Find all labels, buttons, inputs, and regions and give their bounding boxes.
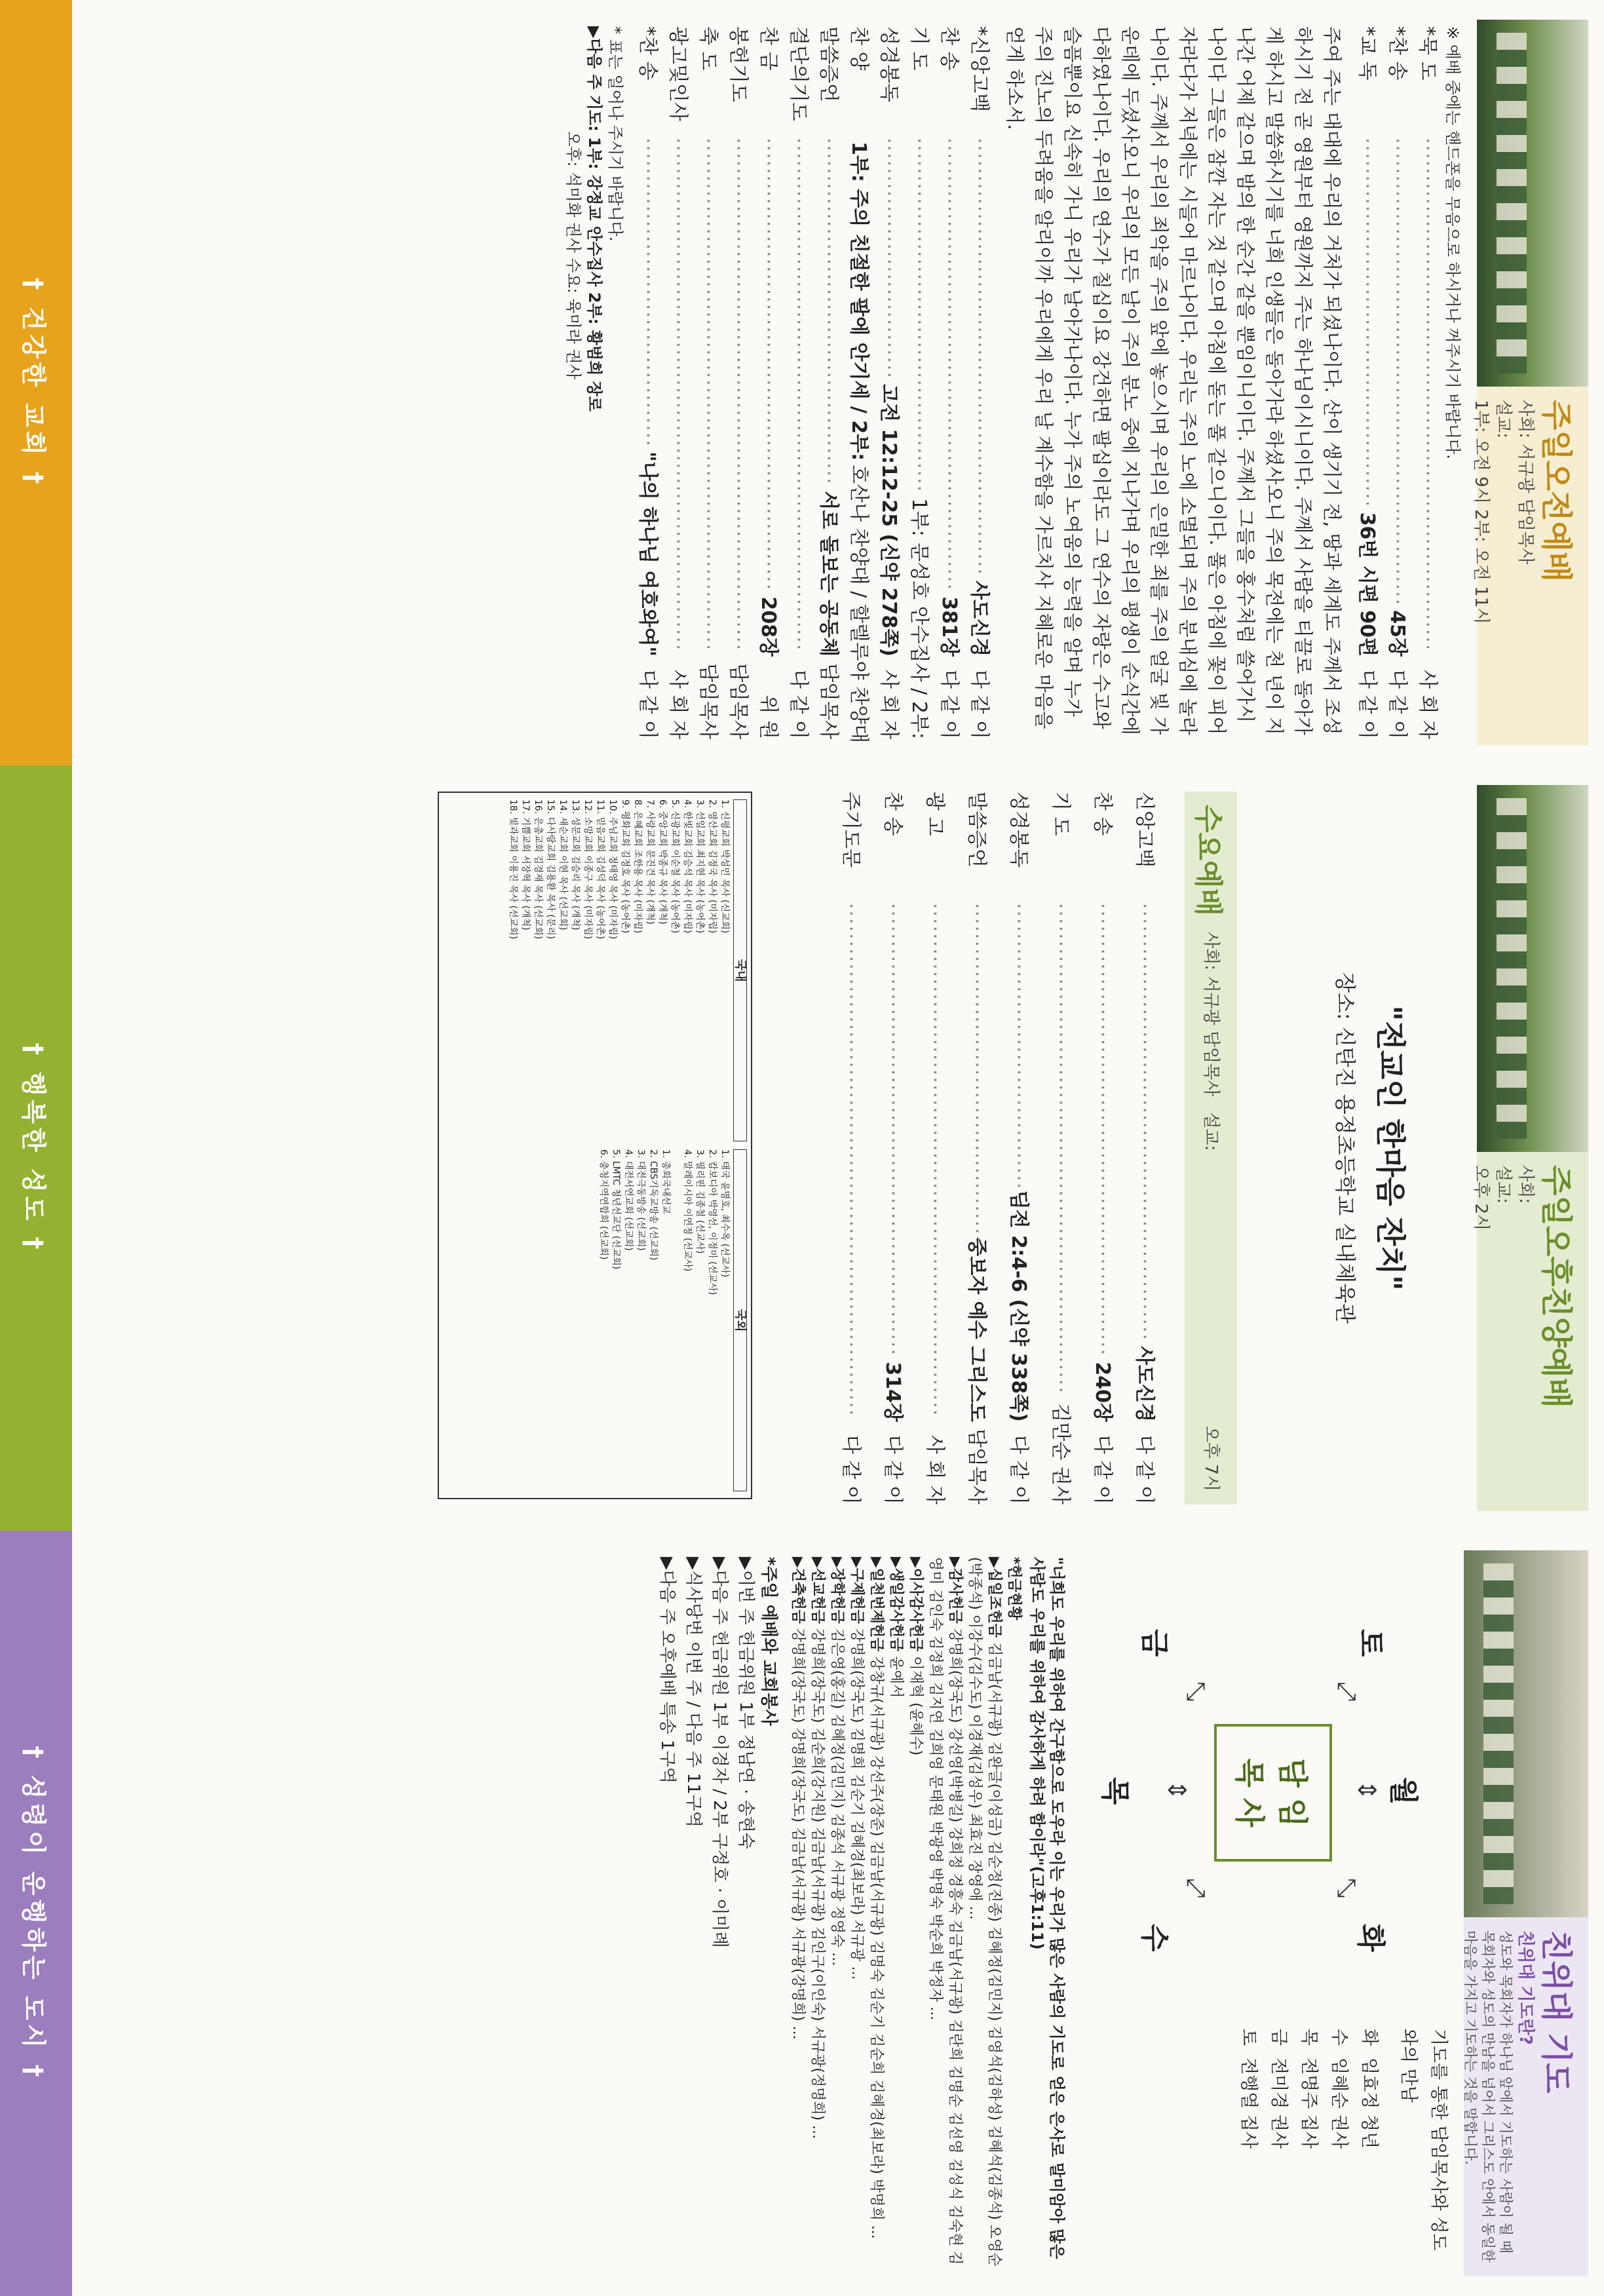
offering-section [654,1557,1067,2270]
mission-domestic-item: 6. 중앙교회 박종규 목사 (개척) [657,799,668,925]
offering-names: 강명희(장국도) 강선영(박병길) 강희정 경흥숙 김금남(서규광) 김란희 김명순 김선영 김성식 김숙현 김영미 김인숙 김정희 김지연 김희영 문태원 박광영 박명숙 박순희 박정자 ... [927,1557,963,2265]
order-label: *찬 송 [1386,26,1409,81]
order-row [783,26,813,739]
service-duty-item: ▶다음 주 오후예배 특송 1구역 [657,1557,677,1784]
wednesday-host: 사회: 서규광 담임목사 [1201,932,1221,1097]
mission-intl-item: 3. 필리핀 김종철 (선교사) [695,1149,705,1254]
mission-intl-item: 1. 태국 윤명호, 최수옥 (선교사) [719,1149,730,1278]
order-person: 사 회 자 [1416,669,1439,739]
order-row [1352,26,1382,739]
order-label: 축 도 [697,26,719,71]
order-value: 서로 돌보는 공동체 [817,491,840,657]
order-value: 사도신경 [1133,1346,1156,1422]
footer-happy-saints: † 행복한 성도 † [0,765,72,1531]
day-wednesday: 수 [1137,1924,1171,1952]
mission-international [443,1149,747,1491]
footer-healthy-church: † 건강한 교회 † [0,0,72,765]
afternoon-title: 주일오후친양예배 [1538,1165,1575,1408]
event-place: 장소: 신탄진 용정초등학교 실내체육관 [1333,972,1358,1324]
order-person: 다 같 이 [1356,669,1379,739]
prayer-header [1464,1550,1588,2276]
next-prayer-2: 오후: 석미화 권사 수요: 육미라 권사 [564,131,582,379]
fellowship-photo [1464,1550,1588,1917]
order-row [964,26,994,739]
wednesday-preacher: 설교: [1201,1112,1221,1151]
order-row [934,26,964,739]
mission-domestic-item: 14. 새순교회 이현 목사 (선교회) [558,799,568,930]
leader-dots [813,138,843,487]
order-person: 김만순 권사 [1049,1403,1072,1504]
panel-prayer-guard [0,1531,1604,2296]
order-row [632,26,662,739]
leader-dots [662,138,693,653]
sunday-order [563,26,1463,744]
order-row [843,26,873,744]
order-label: 봉헌기도 [727,26,750,102]
order-value: 딤전 2:4-6 (신약 338쪽) [1007,1190,1030,1422]
mission-domestic-item: 7. 사랑교회 문진건 목사 (개척) [645,799,655,925]
order-label: 찬 송 [1091,792,1114,836]
leader-dots [904,138,934,491]
order-person: 담임목사 [727,663,750,739]
prayer-diagram [1086,1583,1453,2002]
order-row [830,792,871,1504]
panel-afternoon-wednesday [0,765,1604,1531]
leader-dots [783,138,813,653]
service-title: 주일오전예배 [1538,400,1575,583]
offering-category: ▶일천번제헌금 [868,1557,885,1652]
order-label: 찬 송 [938,26,961,71]
standing-note: * 표는 일어나 주시기 바랍니다. [606,26,624,242]
prayer-day: 금 [1269,2029,1289,2046]
responsive-reading: 주여 주는 대대에 우리의 거처가 되셨나이다. 산이 생기기 전, 땅과 세계도 주께서 조성하시기 전 곧 영원부터 영원까지 주는 하나님이시니이다. 주께서 사람을 티끌로 돌아가게 하시고 말씀하시기를 너희 인생들은 돌아가라 하셨사오니 주의 목전에는 천 년이 지나간 어제 같으며 밤의 한 순간 같을 뿐임이니이다. 주께서 그들을 홍수처럼 쓸어가시나이다 그들은 잠깐 자는 것 같으며 아침에 돋는 풀 같으니이다. 풀은 아침에 꽃이 피어 자라다가 저녁에는 시들어 마르나이다. 우리는 주의 노에 소멸되며 주의 분내심에 놀라나이다. 주께서 우리의 죄악을 주의 앞에 놓으시며 우리의 은밀한 죄를 주의 얼굴 빛 가운데에 두셨사오니 우리의 모든 날이 주의 분노 중에 지나가며 우리의 평생이 순식간에 다하였나이다. 우리의 연수가 칠십이요 강건하면 팔십이라도 그 연수의 자랑은 수고와 슬픔뿐이요 신속히 가니 우리가 날아가나이다. 누가 주의 노여움의 능력을 알며 누가 주의 진노의 두려움을 알리이까 우리에게 우리 날 계수함을 가르치사 지혜로운 마음을 얻게 하소서. [1004,26,1343,735]
order-value: 314장 [881,1362,904,1422]
prayer-title-note: 친위대 기도란? [1516,1930,1535,2045]
arrow-fri-icon: ⤡ [1182,1681,1211,1702]
mission-org-item: 5. LMTC 청년선교단 (선교회) [611,1149,621,1270]
leader-dots [997,903,1039,1187]
order-person: 사 회 자 [666,669,689,739]
order-row [955,792,997,1504]
order-row [1081,792,1123,1504]
mission-domestic-item: 13. 성문교회 김승리 목사 (개척) [570,799,581,930]
leader-dots [1039,903,1081,1396]
leader-dots [1081,903,1123,1358]
sunday-morning-header [1471,20,1588,746]
offering-category: ▶이사감사헌금 [907,1557,924,1652]
mission-org-item: 4. 대전서연교회 (선교회) [623,1149,634,1251]
order-person: 1부: 문성호 안수집사 / 2부: [907,498,930,739]
order-label: *묵 도 [1416,26,1439,81]
order-person: 다 같 이 [1386,669,1409,739]
arrow-wed-icon: ⤢ [1182,1878,1211,1898]
order-person: 다 같 이 [1007,1434,1030,1504]
service-duty-list [654,1557,759,2270]
mission-org-list [597,1149,672,1491]
offering-category: ▶감사헌금 [947,1557,963,1624]
order-label: 광고및인사 [666,26,689,121]
pastor-label-1: 담 임 [1275,1758,1310,1827]
prayer-intro: 기도를 통한 담임목사와 성도와의 만남 [1398,2029,1449,2251]
bible-verse: "너희도 우리를 위하여 간구함으로 도우라 이는 우리가 많은 사람의 기도로 얻은 은사로 말미암아 많은 사람도 우리를 위하여 감사하게 하려 함이라"(고후1:11) [1028,1557,1066,2259]
offering-names: 이재혁 (윤혜수) [907,1656,924,1756]
offering-item [925,1557,964,2270]
wednesday-title: 수요예배 [1191,805,1225,917]
offering-category: ▶장학헌금 [829,1557,845,1624]
prayer-roster-row [1324,2029,1354,2265]
offering-item [788,1557,807,2270]
day-friday: 금 [1137,1629,1171,1657]
mission-domestic-item: 3. 선일교회 최지현 목사 (농어촌) [695,799,705,934]
offering-list [788,1557,1004,2270]
order-person: 담임목사 [965,1428,988,1504]
offering-category: ▶건축헌금 [790,1557,806,1624]
prayer-day: 수 [1329,2029,1349,2046]
mission-domestic-item: 5. 신광교회 이순철 목사 (농어촌) [670,799,680,934]
offering-names: 강명희(장국도) 김순희(강지원) 김금남(서규광) 김인구(이인숙) 서규광(정명희) ... [809,1628,826,2139]
mission-org-item: 3. 대전극동방송 (선교회) [636,1149,646,1251]
order-label: 성경봉독 [877,26,900,102]
order-label: 찬 양 [847,26,870,71]
order-list-1 [1352,26,1442,739]
order-label: 찬 금 [757,26,780,71]
service-duty-item: ▶식사당번 이번 주 / 다음 주 11구역 [683,1557,703,1827]
offering-category: ▶구제헌금 [849,1557,865,1624]
order-label: 말씀증언 [817,26,840,102]
order-person: 사 회 자 [923,1434,946,1504]
mission-domestic-item: 12. 소망교회 이종구 목사 (미자립) [582,799,593,940]
order-person: 담임목사 [697,663,719,739]
leader-dots [632,138,662,448]
order-value: 381장 [938,596,961,657]
order-person: 다 같 이 [787,669,810,739]
prayer-roster-row [1354,2029,1384,2265]
order-label: *찬 송 [636,26,659,81]
mission-org-item: 6. 충청지역연합회 (선교회) [598,1149,609,1260]
prayer-roster [1233,2029,1453,2265]
order-row [693,26,723,739]
order-person: 다 같 이 [839,1434,862,1504]
order-row [1039,792,1081,1504]
next-prayer: ▶다음 주 기도: 1부: 강정교 안수집사 2부: 황범희 장로 [585,26,603,411]
order-person: 다 같 이 [881,1434,904,1504]
order-person: 다 같 이 [1133,1434,1156,1504]
order-label: 주기도문 [839,792,862,868]
mission-intl-item: 4. 말레이시아 이연정 (선교사) [682,1149,693,1272]
order-value: 208장 [757,596,780,657]
order-label: 성경봉독 [1007,792,1030,868]
prayer-roster-row [1263,2029,1293,2265]
leader-dots [934,138,964,592]
offering-names: 윤예서 [888,1656,904,1698]
afternoon-header [1471,785,1588,1511]
mission-domestic-item: 15. 다사랑교회 김용환 목사 (문리) [545,799,556,940]
mission-intl-item: 2. 캄보디아 박영선, 이정미 (선교사) [707,1149,717,1295]
leader-dots [964,138,994,577]
panel-sunday-morning [0,0,1604,765]
prayer-person: 임효정 청년 [1359,2057,1379,2149]
service-host: 사회: 서규광 담임목사 [1516,400,1535,565]
leader-dots [753,138,783,592]
mission-org-item: 2. CBS기독교방송 (선교회) [648,1149,659,1261]
mission-domestic-item: 1. 신평교회 박성민 목사 (신교회) [719,799,730,934]
afternoon-preacher: 설교: [1493,1165,1513,1204]
order-row [997,792,1039,1504]
leader-dots [871,903,913,1358]
offering-names: 강창규(서규광) 강선주(장준) 김금남(서규광) 김명숙 김순기 김순희 김혜경(최보라) 박명희 ... [868,1656,885,2239]
prayer-person: 전미경 권사 [1269,2057,1289,2149]
offering-item [886,1557,906,2270]
leader-dots [1123,903,1165,1342]
arrow-thu-icon: ⇕ [1162,1780,1191,1801]
offering-title: *헌금현황 [1006,1557,1022,1620]
leader-dots [1382,138,1412,606]
wednesday-time: 오후 7시 [1201,1425,1221,1491]
leader-dots [1412,138,1442,653]
leader-dots [955,903,997,1233]
offering-item [807,1557,827,2270]
event-block [1331,792,1414,1504]
mission-support-box [438,792,752,1499]
prayer-title: 친위대 기도 [1538,1930,1575,2094]
day-monday: 월 [1386,1777,1420,1805]
footer-spirit-city: † 성령이 운행하는 도시 † [0,1531,72,2296]
order-person: 위 원 [757,695,780,739]
offering-names: 김금남(서규광) 김완글(이성금) 김순정(진종) 김혜정(김민지) 김영석(김하성) 김혜석(김종석) 오영순(박종석) 이강수(김수도) 이경재(김성우) 최효진 장영애 ... [966,1557,1002,2267]
order-person: 다 같 이 [1091,1434,1114,1504]
order-row [1412,26,1442,739]
mission-domestic-item: 4. 한빛교회 김승석 목사 (미자립) [682,799,693,934]
mission-domestic-item: 8. 은혜교회 조한용 목사 (미자립) [632,799,643,934]
mission-domestic-item: 18. 빛과교회 이용진 목사 (선교회) [508,799,518,940]
afternoon-host: 사회: [1516,1165,1535,1204]
order-value: 사도신경 [968,581,991,657]
prayer-day: 토 [1238,2029,1259,2046]
mission-domestic-item: 17. 기쁨교회 서장혁 목사 (개척) [520,799,531,930]
day-tuesday: 화 [1354,1924,1387,1952]
order-label: *교 독 [1356,26,1379,81]
afternoon-time: 오후 2시 [1471,1165,1491,1231]
mission-domestic-item: 2. 영산교회 김정국 목사 (미자립) [707,799,717,934]
order-row [904,26,934,739]
order-value: 중보자 예수 그리스도 [965,1237,988,1422]
prayer-description: 성도와 목회자가 하나님 앞에서 기도하는 사람이 될 때 목회자와 성도의 만남을 넘어서 그리스도 안에서 동일한 마음을 가지고 기도하는 것을 말합니다. [1462,1930,1514,2263]
day-saturday: 토 [1354,1629,1387,1657]
order-row [813,26,843,739]
offering-category: ▶선교헌금 [809,1557,826,1624]
service-duty-item: ▶다음 주 헌금위원 1부 이경자 / 2부 구정호 · 이미례 [710,1557,729,1948]
order-row [871,792,913,1504]
leader-dots [693,138,723,653]
service-info [1471,387,1588,746]
order-label: 신앙고백 [1133,792,1156,868]
offering-names: 강명희(장국도) 김명희 김순기 김혜경(최보라) 서규광 ... [849,1628,865,1980]
choir-photo [1477,20,1588,387]
offering-item [866,1557,886,2270]
service-title: *주일 예배와 교회봉사 [759,1557,778,1726]
event-title: "전교인 한마음 잔치" [1373,1005,1408,1291]
mission-domestic-item: 11. 믿음교회 김성덕 목사 (농어촌) [595,799,605,940]
prayer-person: 전명주 집사 [1299,2057,1319,2149]
arrow-tue-icon: ⤡ [1333,1878,1362,1898]
order-value: 36번 시편 90편 [1356,512,1379,657]
order-row [873,26,904,739]
order-person: 다 같 이 [636,669,659,739]
prayer-roster-row [1233,2029,1263,2265]
order-person: 사 회 자 [877,669,900,739]
mission-org-item: 1. 총회국내선교 [660,1149,671,1214]
prayer-person: 전행열 집사 [1238,2057,1259,2149]
prayer-person: 임혜순 권사 [1329,2057,1349,2149]
leader-dots [830,903,871,1418]
prayer-day: 목 [1299,2029,1319,2046]
order-label: 결단의기도 [787,26,810,121]
offering-item [906,1557,925,2270]
order-label: 기 도 [907,26,930,71]
mission-domestic-item: 9. 평화교회 김정호 목사 (농어촌) [620,799,630,934]
prayer-info [1464,1917,1588,2276]
mission-intl-list [681,1149,731,1491]
arrow-mon-icon: ⇕ [1352,1780,1381,1801]
order-value: 45장 [1386,610,1409,657]
offering-names: 김은영(홍길) 김혜정(김민지) 김종석 서규광 정영숙 ... [829,1628,845,1966]
phone-notice: ※ 예배 중에는 핸드폰을 무음으로 하시거나 꺼주시기 바랍니다. [1443,26,1462,459]
mission-domestic-item: 10. 주님교회 정태영 목사 (미자립) [607,799,618,940]
offering-category: ▶십일조헌금 [986,1557,1002,1638]
order-label: 기 도 [1049,792,1072,836]
order-row [1123,792,1165,1504]
order-row [1382,26,1412,739]
service-duty-item: ▶이번 주 헌금위원 1부 정남연 · 송현숙 [736,1557,755,1850]
order-row [662,26,693,739]
afternoon-info [1471,1152,1588,1511]
worship-photo [1477,785,1588,1152]
leader-dots [1352,138,1382,508]
order-row [723,26,753,739]
day-thursday: 목 [1098,1777,1132,1805]
order-label: 광 고 [923,792,946,836]
leader-dots [913,903,955,1418]
prayer-day: 화 [1359,2029,1379,2046]
order-person: 호산나 찬양대 / 할렐루야 찬양대 [847,465,870,744]
offering-item [827,1557,847,2270]
pastor-label-2: 목 사 [1232,1758,1267,1827]
wednesday-header [1185,792,1237,1504]
order-value: "나의 하나님 여호와여" [636,451,659,657]
leader-dots [723,138,753,653]
order-list-2 [632,26,994,744]
prayer-roster-row [1293,2029,1324,2265]
order-person: 다 같 이 [938,669,961,739]
service-preacher: 설교: [1493,400,1513,438]
order-value: 고전 12:12-25 (신약 278쪽) [877,384,900,657]
service-times: 1부: 오전 9시 2부: 오전 11시 [1471,400,1491,624]
offering-item [964,1557,1004,2270]
order-label: 말씀증언 [965,792,988,868]
order-label: *신앙고백 [968,26,991,112]
mission-domestic-list [506,799,731,1141]
order-person: 담임목사 [817,663,840,739]
arrow-sat-icon: ⤢ [1333,1681,1362,1702]
order-value: 240장 [1091,1362,1114,1422]
order-label: 찬 송 [881,792,904,836]
mission-domestic-item: 16. 은총교회 김경재 목사 (선교회) [533,799,543,940]
offering-category: ▶생일감사헌금 [888,1557,904,1652]
order-row [753,26,783,739]
mission-domestic-header: 국내 [733,799,747,1141]
pastor-center-box [1214,1724,1332,1862]
order-row [913,792,955,1504]
prayer-roster-list [1233,2029,1384,2265]
wednesday-order [830,792,1165,1504]
offering-names: 강명희(장국도) 강명희(장국도) 김금남(서규광) 서규광(강명희) ... [790,1628,806,2040]
order-person: 다 같 이 [968,669,991,739]
offering-item [847,1557,866,2270]
mission-intl-header: 국외 [733,1149,747,1491]
leader-dots [873,138,904,380]
order-value: 1부: 주의 친절한 팔에 안기세 / 2부: [847,142,870,461]
mission-domestic [443,799,747,1141]
